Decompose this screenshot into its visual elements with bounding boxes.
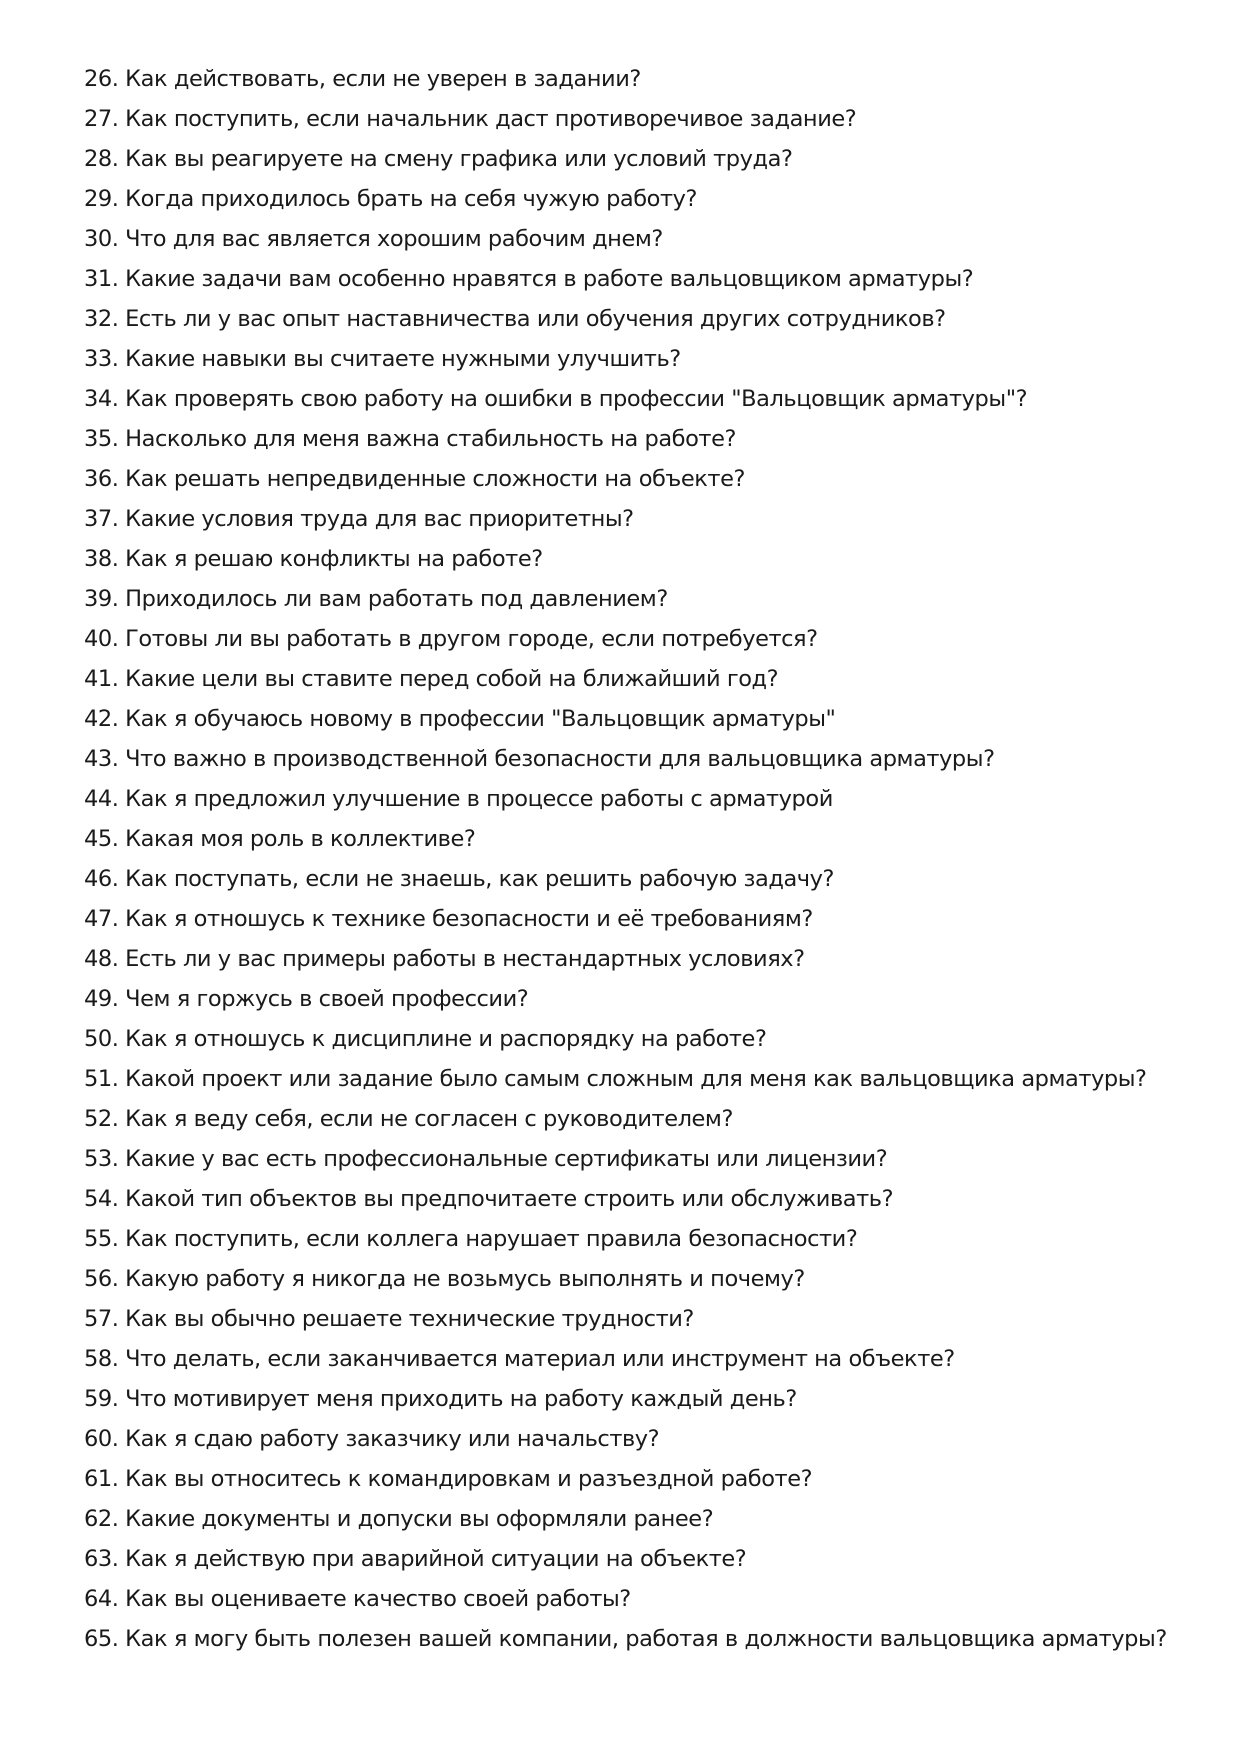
question-text: Как поступить, если начальник даст противоречивое задание? (125, 106, 857, 132)
question-text: Что мотивирует меня приходить на работу каждый день? (125, 1386, 797, 1412)
question-number: 37. (84, 506, 119, 532)
question-text: Как проверять свою работу на ошибки в профессии "Вальцовщик арматуры"? (125, 386, 1028, 412)
question-text: Как я отношусь к технике безопасности и её требованиям? (125, 906, 813, 932)
question-number: 56. (84, 1266, 119, 1292)
question-text: Какие цели вы ставите перед собой на ближайший год? (125, 666, 779, 692)
question-text: Что для вас является хорошим рабочим днем? (125, 226, 663, 252)
question-number: 45. (84, 826, 119, 852)
question-text: Чем я горжусь в своей профессии? (125, 986, 529, 1012)
list-item (84, 1343, 1224, 1383)
list-item (84, 103, 1224, 143)
question-number: 28. (84, 146, 119, 172)
question-text: Насколько для меня важна стабильность на работе? (125, 426, 736, 452)
question-text: Как вы обычно решаете технические трудности? (125, 1306, 694, 1332)
question-text: Как вы относитесь к командировкам и разъездной работе? (125, 1466, 813, 1492)
list-item (84, 1423, 1224, 1463)
list-item (84, 503, 1224, 543)
list-item (84, 1503, 1224, 1543)
question-text: Когда приходилось брать на себя чужую работу? (125, 186, 698, 212)
question-number: 58. (84, 1346, 119, 1372)
question-text: Какой тип объектов вы предпочитаете строить или обслуживать? (125, 1186, 894, 1212)
question-number: 38. (84, 546, 119, 572)
list-item (84, 1223, 1224, 1263)
question-text: Что делать, если заканчивается материал или инструмент на объекте? (125, 1346, 955, 1372)
question-number: 39. (84, 586, 119, 612)
list-item (84, 543, 1224, 583)
question-number: 48. (84, 946, 119, 972)
question-text: Как вы оцениваете качество своей работы? (125, 1586, 631, 1612)
question-number: 41. (84, 666, 119, 692)
list-item (84, 1303, 1224, 1343)
list-item (84, 943, 1224, 983)
question-text: Как вы реагируете на смену графика или условий труда? (125, 146, 793, 172)
question-number: 54. (84, 1186, 119, 1212)
question-number: 31. (84, 266, 119, 292)
list-item (84, 423, 1224, 463)
question-text: Приходилось ли вам работать под давлением? (125, 586, 668, 612)
question-number: 36. (84, 466, 119, 492)
question-number: 26. (84, 66, 119, 92)
list-item (84, 263, 1224, 303)
question-text: Какие документы и допуски вы оформляли ранее? (125, 1506, 714, 1532)
list-item (84, 823, 1224, 863)
question-text: Что важно в производственной безопасности для вальцовщика арматуры? (125, 746, 995, 772)
question-text: Какие условия труда для вас приоритетны? (125, 506, 634, 532)
list-item (84, 1583, 1224, 1623)
list-item (84, 1263, 1224, 1303)
question-number: 62. (84, 1506, 119, 1532)
list-item (84, 583, 1224, 623)
question-number: 34. (84, 386, 119, 412)
question-text: Как я могу быть полезен вашей компании, работая в должности вальцовщика арматуры? (125, 1626, 1167, 1652)
question-number: 61. (84, 1466, 119, 1492)
question-text: Как я обучаюсь новому в профессии "Вальцовщик арматуры" (125, 706, 836, 732)
question-text: Как я предложил улучшение в процессе работы с арматурой (125, 786, 833, 812)
question-text: Как действовать, если не уверен в задании? (125, 66, 641, 92)
question-number: 59. (84, 1386, 119, 1412)
list-item (84, 1623, 1224, 1663)
question-number: 50. (84, 1026, 119, 1052)
list-item (84, 143, 1224, 183)
question-text: Как решать непредвиденные сложности на объекте? (125, 466, 745, 492)
list-item (84, 383, 1224, 423)
question-number: 29. (84, 186, 119, 212)
question-text: Как я сдаю работу заказчику или начальству? (125, 1426, 660, 1452)
question-number: 55. (84, 1226, 119, 1252)
list-item (84, 623, 1224, 663)
question-number: 42. (84, 706, 119, 732)
list-item (84, 1383, 1224, 1423)
question-number: 49. (84, 986, 119, 1012)
question-text: Как поступить, если коллега нарушает правила безопасности? (125, 1226, 858, 1252)
question-number: 46. (84, 866, 119, 892)
list-item (84, 343, 1224, 383)
question-text: Какие навыки вы считаете нужными улучшить? (125, 346, 681, 372)
question-text: Как поступать, если не знаешь, как решить рабочую задачу? (125, 866, 835, 892)
question-number: 57. (84, 1306, 119, 1332)
question-number: 63. (84, 1546, 119, 1572)
list-item (84, 63, 1224, 103)
question-number: 65. (84, 1626, 119, 1652)
list-item (84, 663, 1224, 703)
question-text: Как я решаю конфликты на работе? (125, 546, 543, 572)
list-item (84, 303, 1224, 343)
list-item (84, 703, 1224, 743)
question-text: Какие задачи вам особенно нравятся в работе вальцовщиком арматуры? (125, 266, 974, 292)
list-item (84, 183, 1224, 223)
question-number: 52. (84, 1106, 119, 1132)
question-text: Какая моя роль в коллективе? (125, 826, 476, 852)
list-item (84, 1143, 1224, 1183)
question-text: Какой проект или задание было самым сложным для меня как вальцовщика арматуры? (125, 1066, 1147, 1092)
list-item (84, 1103, 1224, 1143)
question-number: 35. (84, 426, 119, 452)
question-text: Есть ли у вас опыт наставничества или обучения других сотрудников? (125, 306, 946, 332)
list-item (84, 743, 1224, 783)
question-number: 60. (84, 1426, 119, 1452)
list-item (84, 1063, 1224, 1103)
list-item (84, 1463, 1224, 1503)
list-item (84, 983, 1224, 1023)
question-number: 27. (84, 106, 119, 132)
question-number: 44. (84, 786, 119, 812)
question-text: Есть ли у вас примеры работы в нестандартных условиях? (125, 946, 805, 972)
question-text: Как я отношусь к дисциплине и распорядку на работе? (125, 1026, 767, 1052)
list-item (84, 1023, 1224, 1063)
question-number: 40. (84, 626, 119, 652)
question-text: Какие у вас есть профессиональные сертификаты или лицензии? (125, 1146, 888, 1172)
question-text: Как я веду себя, если не согласен с руководителем? (125, 1106, 733, 1132)
question-text: Готовы ли вы работать в другом городе, если потребуется? (125, 626, 818, 652)
question-list (84, 63, 1224, 1663)
question-number: 30. (84, 226, 119, 252)
question-number: 43. (84, 746, 119, 772)
question-text: Как я действую при аварийной ситуации на объекте? (125, 1546, 747, 1572)
question-number: 64. (84, 1586, 119, 1612)
question-number: 33. (84, 346, 119, 372)
question-number: 51. (84, 1066, 119, 1092)
list-item (84, 223, 1224, 263)
list-item (84, 463, 1224, 503)
question-number: 47. (84, 906, 119, 932)
list-item (84, 1543, 1224, 1583)
list-item (84, 783, 1224, 823)
question-number: 53. (84, 1146, 119, 1172)
list-item (84, 1183, 1224, 1223)
list-item (84, 863, 1224, 903)
question-text: Какую работу я никогда не возьмусь выполнять и почему? (125, 1266, 805, 1292)
question-number: 32. (84, 306, 119, 332)
list-item (84, 903, 1224, 943)
